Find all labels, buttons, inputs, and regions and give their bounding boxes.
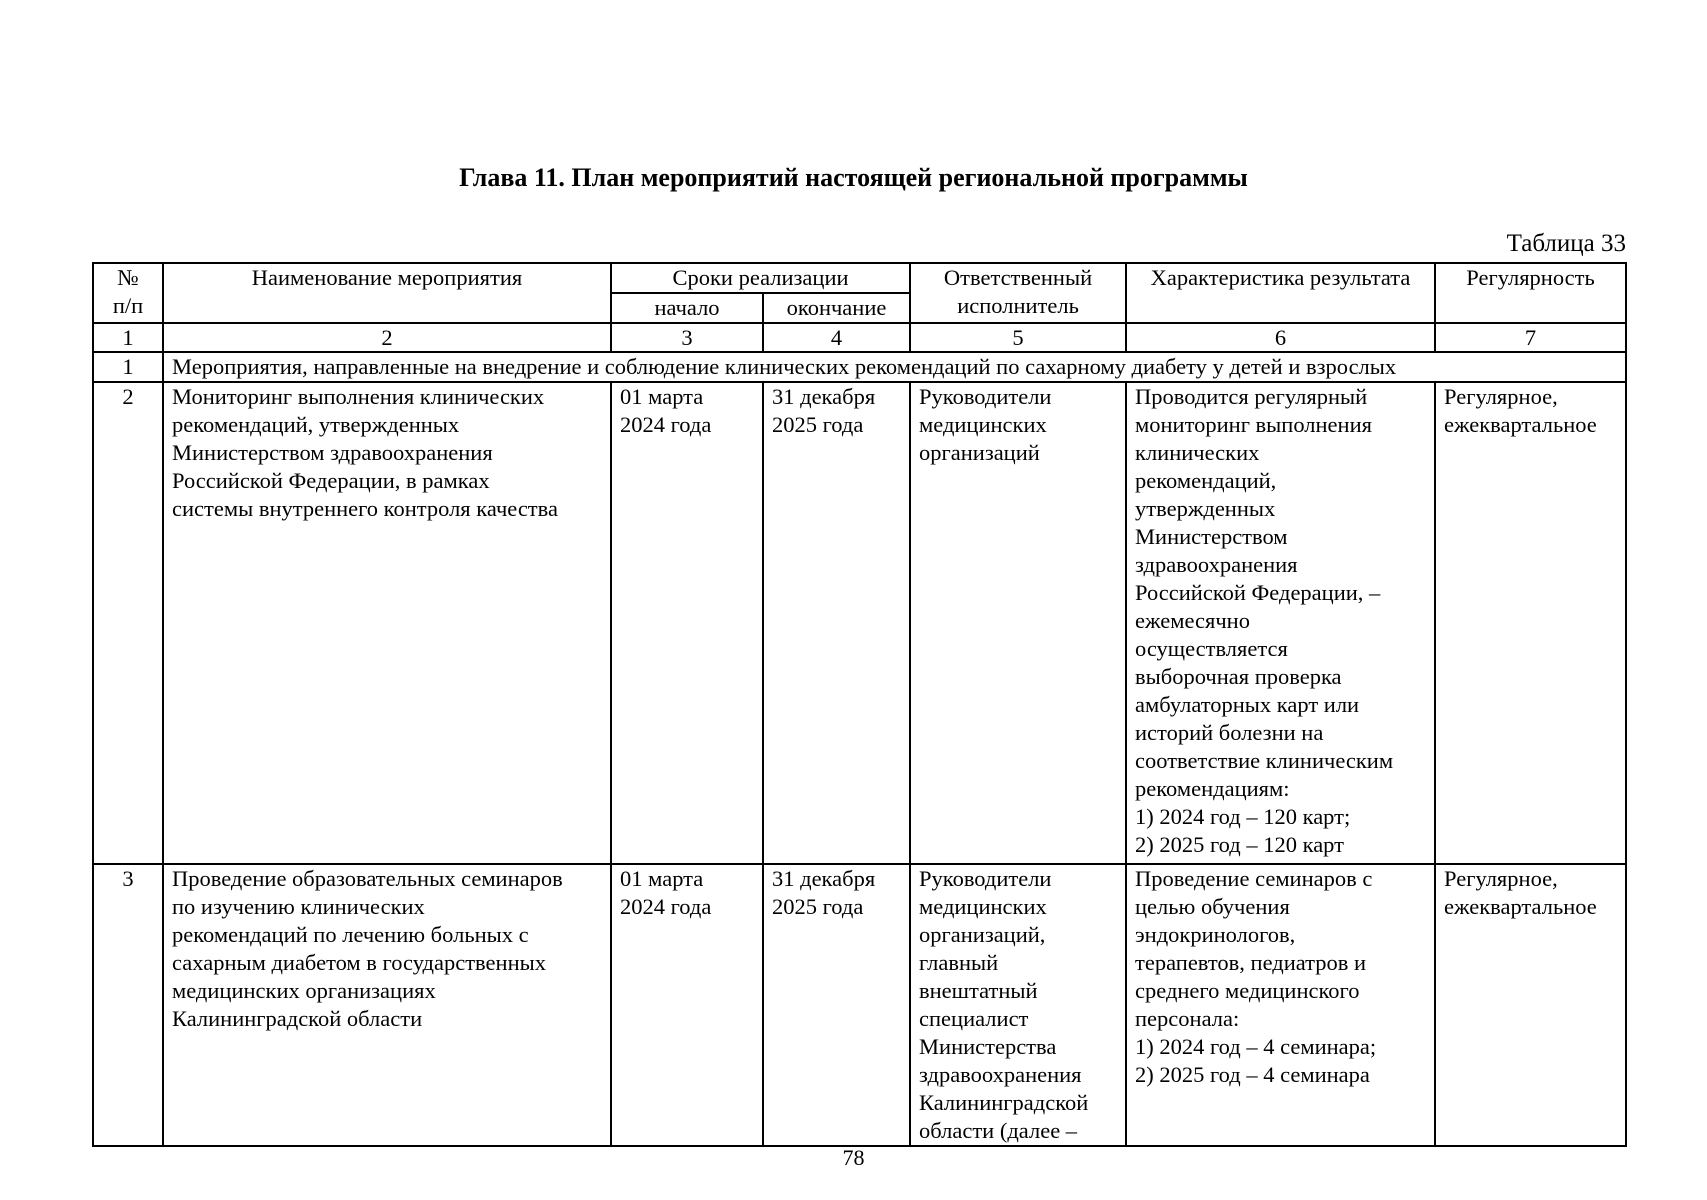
text-line: мониторинг выполнения	[1135, 412, 1372, 437]
row-regularity	[1435, 864, 1626, 1146]
section-row	[93, 352, 1626, 382]
column-number: 5	[910, 323, 1126, 352]
text-line: 01 марта	[620, 384, 704, 409]
text-line: Регулярное,	[1444, 384, 1558, 409]
header-num-line2: п/п	[112, 293, 144, 318]
page-number: 78	[842, 1145, 865, 1170]
text-line: эндокринологов,	[1135, 922, 1296, 947]
column-number: 3	[611, 323, 763, 352]
header-regularity: Регулярность	[1435, 263, 1626, 323]
text-line: рекомендаций по лечению больных с	[172, 922, 529, 947]
text-line: специалист	[919, 1006, 1029, 1031]
table-label: Таблица 33	[1506, 230, 1626, 257]
header-start: начало	[611, 293, 763, 323]
chapter-heading: Глава 11. План мероприятий настоящей региональной программы	[459, 163, 1248, 192]
text-line: 01 марта	[620, 866, 704, 891]
row-num: 3	[93, 864, 163, 1146]
header-result: Характеристика результата	[1126, 263, 1435, 323]
text-line: Руководители	[919, 866, 1052, 891]
text-line: Калининградской	[919, 1090, 1089, 1115]
row-regularity	[1435, 382, 1626, 864]
row-result	[1126, 864, 1435, 1146]
text-line: 2) 2025 год – 4 семинара	[1135, 1062, 1370, 1087]
text-line: целью обучения	[1135, 894, 1290, 919]
text-line: 1) 2024 год – 4 семинара;	[1135, 1034, 1377, 1059]
text-line: здравоохранения	[919, 1062, 1082, 1087]
column-number: 6	[1126, 323, 1435, 352]
header-row-1	[93, 263, 1626, 293]
text-line: Руководители	[919, 384, 1052, 409]
row-result	[1126, 382, 1435, 864]
text-line: Министерством здравоохранения	[172, 440, 493, 465]
row-end	[763, 864, 910, 1146]
text-line: системы внутреннего контроля качества	[172, 496, 558, 521]
text-line: рекомендациям:	[1135, 776, 1290, 801]
row-name	[163, 864, 611, 1146]
text-line: Мониторинг выполнения клинических	[172, 384, 545, 409]
table-row	[93, 864, 1626, 1146]
text-line: осуществляется	[1135, 636, 1288, 661]
header-num-line1: №	[117, 265, 139, 290]
text-line: по изучению клинических	[172, 894, 425, 919]
text-line: сахарным диабетом в государственных	[172, 950, 546, 975]
row-responsible	[910, 382, 1126, 864]
header-responsible-line2: исполнитель	[957, 293, 1079, 318]
text-line: организаций	[919, 440, 1040, 465]
text-line: 31 декабря	[772, 384, 876, 409]
row-num: 2	[93, 382, 163, 864]
text-line: терапевтов, педиатров и	[1135, 950, 1367, 975]
column-number: 2	[163, 323, 611, 352]
text-line: рекомендаций, утвержденных	[172, 412, 460, 437]
text-line: амбулаторных карт или	[1135, 692, 1360, 717]
section-title: Мероприятия, направленные на внедрение и соблюдение клинических рекомендаций по сахарному диабету у детей и взрослых	[163, 352, 1626, 382]
table-row	[93, 382, 1626, 864]
text-line: историй болезни на	[1135, 720, 1324, 745]
text-line: 2) 2025 год – 120 карт	[1135, 832, 1344, 857]
text-line: внештатный	[919, 978, 1038, 1003]
header-responsible-line1: Ответственный	[943, 265, 1093, 290]
text-line: ежеквартальное	[1444, 412, 1597, 437]
text-line: клинических	[1135, 440, 1260, 465]
text-line: выборочная проверка	[1135, 664, 1342, 689]
row-start	[611, 382, 763, 864]
text-line: Проведение образовательных семинаров	[172, 866, 563, 891]
row-responsible	[910, 864, 1126, 1146]
column-number: 4	[763, 323, 910, 352]
text-line: 2024 года	[620, 894, 712, 919]
text-line: организаций,	[919, 922, 1046, 947]
text-line: Регулярное,	[1444, 866, 1558, 891]
text-line: Министерства	[919, 1034, 1057, 1059]
row-name	[163, 382, 611, 864]
text-line: 2024 года	[620, 412, 712, 437]
text-line: Министерством	[1135, 524, 1288, 549]
header-terms: Сроки реализации	[611, 263, 910, 293]
header-end: окончание	[763, 293, 910, 323]
header-num	[93, 263, 163, 323]
text-line: медицинских организациях	[172, 978, 436, 1003]
section-num: 1	[93, 352, 163, 382]
text-line: медицинских	[919, 894, 1047, 919]
text-line: медицинских	[919, 412, 1047, 437]
text-line: среднего медицинского	[1135, 978, 1360, 1003]
text-line: главный	[919, 950, 999, 975]
column-number: 1	[93, 323, 163, 352]
text-line: Проведение семинаров с	[1135, 866, 1373, 891]
text-line: области (далее –	[919, 1118, 1078, 1143]
text-line: 31 декабря	[772, 866, 876, 891]
text-line: 2025 года	[772, 894, 864, 919]
column-numbers-row	[93, 323, 1626, 352]
text-line: здравоохранения	[1135, 552, 1298, 577]
header-responsible	[910, 263, 1126, 323]
text-line: 1) 2024 год – 120 карт;	[1135, 804, 1351, 829]
row-end	[763, 382, 910, 864]
text-line: Калининградской области	[172, 1006, 423, 1031]
text-line: рекомендаций,	[1135, 468, 1277, 493]
text-line: соответствие клиническим	[1135, 748, 1394, 773]
header-name: Наименование мероприятия	[163, 263, 611, 323]
text-line: 2025 года	[772, 412, 864, 437]
text-line: Российской Федерации, –	[1135, 580, 1381, 605]
text-line: Российской Федерации, в рамках	[172, 468, 490, 493]
column-number: 7	[1435, 323, 1626, 352]
row-start	[611, 864, 763, 1146]
text-line: утвержденных	[1135, 496, 1276, 521]
text-line: ежеквартальное	[1444, 894, 1597, 919]
text-line: персонала:	[1135, 1006, 1240, 1031]
text-line: Проводится регулярный	[1135, 384, 1368, 409]
text-line: ежемесячно	[1135, 608, 1250, 633]
events-plan-table	[92, 262, 1627, 1147]
